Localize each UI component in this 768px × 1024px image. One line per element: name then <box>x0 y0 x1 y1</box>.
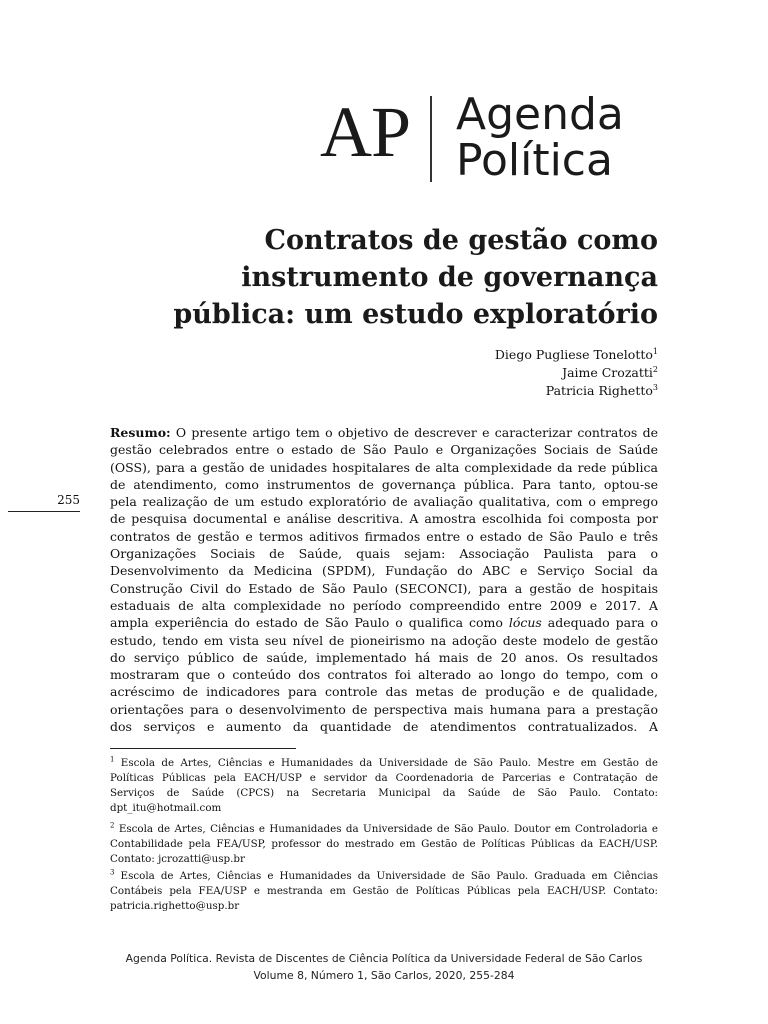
abstract-line: Organizações Sociais de Saúde, quais sejam: Associação Paulista para o <box>110 546 658 562</box>
footnote-number: 3 <box>110 869 115 877</box>
logo-word-politica: Política <box>456 135 613 186</box>
author <box>495 346 658 364</box>
abstract-line: contratos de gestão e termos aditivos firmados entre o estado de São Paulo e três <box>110 528 658 544</box>
footnote-line <box>110 756 658 771</box>
abstract-text: adequado para o <box>541 615 658 631</box>
abstract-line: do serviço público de saúde, implementado há mais de 20 anos. Os resultados <box>110 649 658 665</box>
abstract-line: de atendimento, como instrumentos de governança pública. Para tanto, optou-se <box>110 476 658 492</box>
footnote-email[interactable]: patricia.righetto@usp.br <box>110 900 240 912</box>
abstract-line: orientações para o desenvolvimento de perspectiva mais humana para a prestação <box>110 701 658 717</box>
author-list <box>495 346 658 400</box>
footer-line: Volume 8, Número 1, São Carlos, 2020, 255-284 <box>253 969 515 982</box>
abstract-text: ampla experiência do estado de São Paulo o qualifica como <box>110 615 509 631</box>
footnote-line: Serviços de Saúde (CPCS) na Secretaria Municipal da Saúde de São Paulo. Contato: <box>110 787 658 799</box>
footnote-text: Escola de Artes, Ciências e Humanidades da Universidade de São Paulo. Mestre em Gestão de <box>114 757 658 769</box>
footnote-marker[interactable]: 1 <box>652 346 658 356</box>
abstract-line <box>110 614 658 631</box>
abstract-line: de pesquisa documental e análise descritiva. A amostra escolhida foi composta por <box>110 511 658 527</box>
abstract-line: acréscimo de indicadores para controle das metas de produção e de qualidade, <box>110 684 658 700</box>
author <box>495 382 658 400</box>
footnote-line <box>110 822 658 837</box>
author-name: Diego Pugliese Tonelotto <box>494 347 653 362</box>
footnote <box>110 756 658 816</box>
title-line: instrumento de governança <box>241 262 658 293</box>
footnote-email[interactable]: dpt_itu@hotmail.com <box>110 802 222 814</box>
abstract-line <box>110 424 658 441</box>
page-number: 255 <box>57 493 80 507</box>
footnote-marker[interactable]: 3 <box>652 382 658 392</box>
abstract-line: Construção Civil do Estado de São Paulo (SECONCI), para a gestão de hospitais <box>110 580 658 596</box>
title-line: Contratos de gestão como <box>264 225 658 256</box>
abstract-line: mostraram que o conteúdo dos contratos foi alterado ao longo do tempo, com o <box>110 667 658 683</box>
logo-divider <box>430 96 432 182</box>
abstract-line: estudo, tendo em vista seu nível de pioneirismo na adoção deste modelo de gestão <box>110 632 658 648</box>
footnote-line: Contábeis pela FEA/USP e mestranda em Gestão de Políticas Públicas pela EACH/USP. Contato: <box>110 885 658 897</box>
footnote-marker[interactable]: 2 <box>652 364 658 374</box>
footnote <box>110 822 658 867</box>
footnote-line <box>110 869 658 884</box>
article-title <box>138 222 658 333</box>
abstract-line: estaduais de alta complexidade no período compreendido entre 2009 e 2017. A <box>110 597 658 613</box>
footnote-contact[interactable]: Contato: jcrozatti@usp.br <box>110 853 245 865</box>
abstract-italic-term: lócus <box>508 615 542 631</box>
logo-mark: AP <box>320 92 411 172</box>
abstract-line: Desenvolvimento da Medicina (SPDM), Fundação do ABC e Serviço Social da <box>110 563 658 579</box>
footnote-line: Contabilidade pela FEA/USP, professor do mestrado em Gestão de Políticas Públicas da EACH/USP. <box>110 838 658 850</box>
abstract-line: dos serviços e aumento da quantidade de atendimentos contratualizados. A <box>110 719 658 735</box>
author <box>495 364 658 382</box>
abstract-line: pela realização de um estudo exploratório de avaliação qualitativa, com o emprego <box>110 494 658 510</box>
journal-logo <box>318 90 648 190</box>
abstract-line: (OSS), para a gestão de unidades hospitalares de alta complexidade da rede pública <box>110 459 658 475</box>
footnote-separator <box>110 748 296 749</box>
footnote-line: Políticas Públicas pela EACH/USP e servidor da Coordenadoria de Parcerias e Contratação de <box>110 772 658 784</box>
abstract <box>110 424 658 735</box>
footnote-number: 2 <box>110 822 115 830</box>
footer-line: Agenda Política. Revista de Discentes de Ciência Política da Universidade Federal de São Carlos <box>125 952 643 965</box>
logo-word-agenda: Agenda <box>456 89 624 140</box>
abstract-line: gestão celebrados entre o estado de São Paulo e Organizações Sociais de Saúde <box>110 442 658 458</box>
author-name: Patricia Righetto <box>545 383 653 398</box>
footnote-text: Escola de Artes, Ciências e Humanidades da Universidade de São Paulo. Doutor em Controladoria e <box>114 823 658 835</box>
page-number-rule <box>8 511 80 512</box>
footnote-number: 1 <box>110 756 115 764</box>
abstract-text: O presente artigo tem o objetivo de descrever e caracterizar contratos de <box>170 425 658 440</box>
author-name: Jaime Crozatti <box>562 365 653 380</box>
abstract-label: Resumo: <box>110 425 171 440</box>
title-line: pública: um estudo exploratório <box>173 299 658 330</box>
journal-footer <box>0 950 768 984</box>
footnote <box>110 869 658 914</box>
footnote-text: Escola de Artes, Ciências e Humanidades da Universidade de São Paulo. Graduada em Ciências <box>114 870 658 882</box>
